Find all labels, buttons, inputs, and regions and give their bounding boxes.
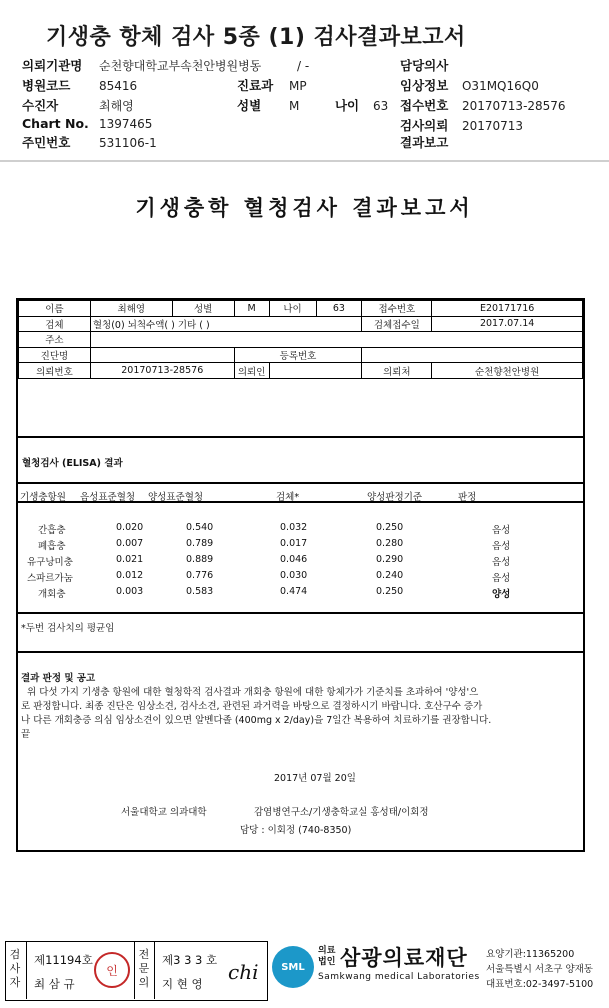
requester-value [269, 363, 362, 379]
antigen-name: 유구낭미충 [27, 557, 73, 568]
hospital-code-label: 병원코드 [22, 78, 71, 93]
sample-value: 0.017 [280, 538, 308, 549]
positive-value: 0.583 [186, 586, 214, 597]
header-divider [0, 160, 609, 162]
signature-box [5, 941, 268, 1001]
info-row [19, 316, 583, 332]
logo-text: SML [281, 961, 305, 973]
positive-value: 0.540 [186, 522, 214, 533]
patient-value: 최해영 [98, 99, 134, 113]
divider [18, 482, 583, 484]
inspector-seal [94, 952, 130, 988]
chart-value: 1397465 [98, 117, 153, 131]
conclusion-body: 위 다섯 가지 기생충 항원에 대한 혈청학적 검사결과 개회충 항원에 대한 항체가가 기준치를 초과하여 '양성'으 로 판정합니다. 최종 진단은 임상소견, 검사소견, 관련된 과거력을 바탕으로 결정하시기 바랍니다. 호산구수 증가 나 다른 개회충증 의심 임상소견이 있으면 알벤다졸 (400mg x 2/day)을 7일간 복용하여 치료하기를 권장합니다. 끝 [21, 687, 492, 740]
divider [18, 501, 583, 503]
result-value: 음성 [492, 557, 511, 568]
org-right: 감염병연구소/기생충학교실 홍성태/이회정 [254, 807, 429, 818]
sex-label: 성별 [237, 98, 262, 113]
col-result: 판정 [458, 492, 477, 503]
received-label: 검체접수일 [362, 316, 432, 332]
test-request-label: 검사의뢰 [400, 118, 449, 133]
company-type-2: 법인 [318, 957, 336, 967]
inspector-license: 제11194호 [34, 953, 93, 967]
elisa-section-title: 혈청검사 (ELISA) 결과 [22, 458, 123, 469]
positive-value: 0.789 [186, 538, 214, 549]
footnote: *두번 검사치의 평균임 [21, 623, 115, 634]
dept-label: 진료과 [237, 78, 274, 93]
col-cutoff: 양성판정기준 [367, 492, 423, 503]
org-left: 서울대학교 의과대학 [121, 807, 207, 818]
cutoff-value: 0.250 [376, 586, 404, 597]
inspector-vertical-label: 검사자 [9, 948, 21, 989]
sex-label: 성별 [172, 301, 234, 317]
age-label: 나이 [334, 98, 360, 113]
cutoff-value: 0.280 [376, 538, 404, 549]
sample-value: 0.474 [280, 586, 308, 597]
report-date: 2017년 07월 20일 [274, 773, 356, 784]
doctor-row [400, 56, 448, 74]
address-value [90, 332, 582, 348]
cutoff-value: 0.250 [376, 522, 404, 533]
antigen-name: 간흡충 [38, 525, 66, 536]
company-english-name: Samkwang medical Laboratories [318, 972, 480, 982]
conclusion-title: 결과 판정 및 공고 [21, 673, 96, 684]
name-value: 최해영 [90, 301, 172, 317]
divider [26, 942, 27, 999]
col-negative: 음성표준혈청 [80, 492, 136, 503]
positive-value: 0.889 [186, 554, 214, 565]
received-value: 2017.07.14 [432, 316, 583, 332]
sex-value: M [234, 301, 269, 317]
sml-logo-icon [272, 946, 314, 988]
col-antigen: 기생충항원 [20, 492, 66, 503]
result-value: 음성 [492, 541, 511, 552]
test-request-row [400, 116, 523, 134]
info-row [19, 332, 583, 348]
col-positive: 양성표준혈청 [148, 492, 204, 503]
company-address: 서울특별시 서초구 양재동 [486, 964, 593, 975]
sex-row [237, 96, 388, 114]
negative-value: 0.021 [116, 554, 144, 565]
institution-value: 순천향대학교부속천안병원병동 [98, 59, 262, 73]
chart-row [22, 116, 152, 131]
result-value: 음성 [492, 573, 511, 584]
request-place-label: 의뢰처 [362, 363, 432, 379]
age-value: 63 [372, 99, 389, 113]
clinical-row [400, 76, 539, 94]
diagnosis-label: 진단명 [19, 347, 91, 363]
report-row [400, 133, 448, 151]
company-type-1: 의료 [318, 946, 336, 956]
age-value: 63 [316, 301, 362, 317]
receipt-value: E20171716 [432, 301, 583, 317]
clinical-label: 임상정보 [400, 78, 449, 93]
negative-value: 0.003 [116, 586, 144, 597]
specimen-value: 혈청(0) 뇌척수액( ) 기타 ( ) [90, 316, 362, 332]
request-no-label: 의뢰번호 [19, 363, 91, 379]
specialist-name: 지 현 영 [162, 977, 203, 991]
patient-row [22, 96, 134, 114]
negative-value: 0.012 [116, 570, 144, 581]
sample-value: 0.030 [280, 570, 308, 581]
chart-label: Chart No. [22, 116, 89, 131]
info-row [19, 347, 583, 363]
sample-value: 0.046 [280, 554, 308, 565]
report-frame [16, 298, 585, 852]
antigen-name: 폐흡충 [38, 541, 66, 552]
company-phone: 대표번호:02-3497-5100 [486, 979, 594, 990]
specialist-vertical-label: 전문의 [138, 948, 150, 989]
negative-value: 0.020 [116, 522, 144, 533]
info-row [19, 363, 583, 379]
antigen-name: 개회충 [38, 589, 66, 600]
request-place-value: 순천향천안병원 [432, 363, 583, 379]
registration-value [362, 347, 583, 363]
positive-value: 0.776 [186, 570, 214, 581]
specimen-label: 검체 [19, 316, 91, 332]
antigen-name: 스파르가눔 [27, 573, 73, 584]
cutoff-value: 0.290 [376, 554, 404, 565]
seal-text: 인 [106, 963, 118, 978]
patient-info-table [18, 300, 583, 379]
name-label: 이름 [19, 301, 91, 317]
patient-label: 수진자 [22, 98, 59, 113]
rrn-row [22, 133, 157, 151]
specialist-signature: chi [228, 960, 259, 984]
contact: 담당 : 이회정 (740-8350) [240, 825, 352, 836]
ward-value: / - [296, 59, 310, 73]
report-label: 결과보고 [400, 135, 449, 150]
receipt-value: 20170713-28576 [461, 99, 566, 113]
hospital-code-value: 85416 [98, 79, 138, 93]
sample-value: 0.032 [280, 522, 308, 533]
institution-row [22, 56, 309, 74]
negative-value: 0.007 [116, 538, 144, 549]
sex-value: M [288, 99, 300, 113]
divider [154, 942, 155, 999]
document-title: 기생충 항체 검사 5종 (1) 검사결과보고서 [46, 25, 466, 50]
company-name: 삼광의료재단 [340, 946, 468, 970]
receipt-label: 접수번호 [400, 98, 449, 113]
address-label: 주소 [19, 332, 91, 348]
clinical-value: O31MQ16Q0 [461, 79, 539, 93]
request-no-value: 20170713-28576 [90, 363, 234, 379]
divider [18, 436, 583, 438]
test-request-value: 20170713 [461, 119, 524, 133]
result-value: 음성 [492, 525, 511, 536]
receipt-row [400, 96, 566, 114]
report-title: 기생충학 혈청검사 결과보고서 [135, 195, 474, 220]
rrn-label: 주민번호 [22, 135, 71, 150]
registration-label: 등록번호 [234, 347, 362, 363]
specialist-license: 제3 3 3 호 [162, 953, 218, 967]
doctor-label: 담당의사 [400, 58, 449, 73]
footer [0, 940, 609, 1008]
result-value: 양성 [492, 589, 511, 600]
age-label: 나이 [269, 301, 316, 317]
cutoff-value: 0.240 [376, 570, 404, 581]
requester-label: 의뢰인 [234, 363, 269, 379]
col-sample: 검체* [276, 492, 300, 503]
inspector-name: 최 삼 규 [34, 977, 75, 991]
receipt-label: 접수번호 [362, 301, 432, 317]
hospital-code-row [22, 76, 137, 94]
dept-row [237, 76, 307, 94]
divider [18, 651, 583, 653]
divider [18, 612, 583, 614]
diagnosis-value [90, 347, 234, 363]
divider [134, 942, 135, 999]
dept-value: MP [288, 79, 307, 93]
institution-label: 의뢰기관명 [22, 58, 83, 73]
info-row [19, 301, 583, 317]
rrn-value: 531106-1 [98, 136, 157, 150]
org-code: 요양기관:11365200 [486, 949, 575, 960]
